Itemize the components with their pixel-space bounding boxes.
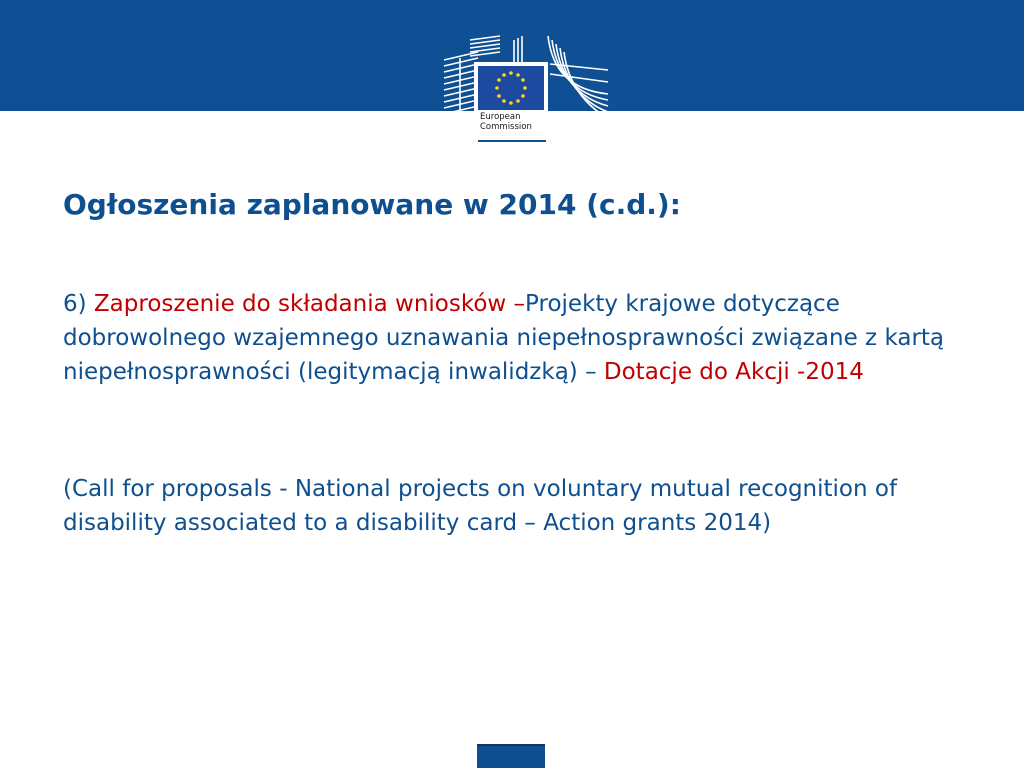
logo-text-line1: European <box>480 112 521 122</box>
european-commission-logo <box>440 30 612 146</box>
logo-underline <box>478 140 546 142</box>
footer-tab <box>477 744 545 768</box>
item-number: 6) <box>63 291 87 317</box>
grant-type: Dotacje do Akcji -2014 <box>603 359 864 385</box>
slide-title: Ogłoszenia zaplanowane w 2014 (c.d.): <box>63 188 681 221</box>
translation-paragraph: (Call for proposals - National projects on voluntary mutual recognition of disability associated to a disability card – Action grants 2014) <box>63 476 898 536</box>
logo-text-line2: Commission <box>480 122 532 132</box>
item-paragraph <box>63 287 973 389</box>
item-description: Projekty krajowe dotyczące dobrowolnego wzajemnego uznawania niepełnosprawności związane z kartą niepełnosprawności (legitymacją inwalidzką) – <box>63 291 945 385</box>
logo-text <box>480 112 550 132</box>
call-label: Zaproszenie do składania wniosków – <box>93 291 526 317</box>
